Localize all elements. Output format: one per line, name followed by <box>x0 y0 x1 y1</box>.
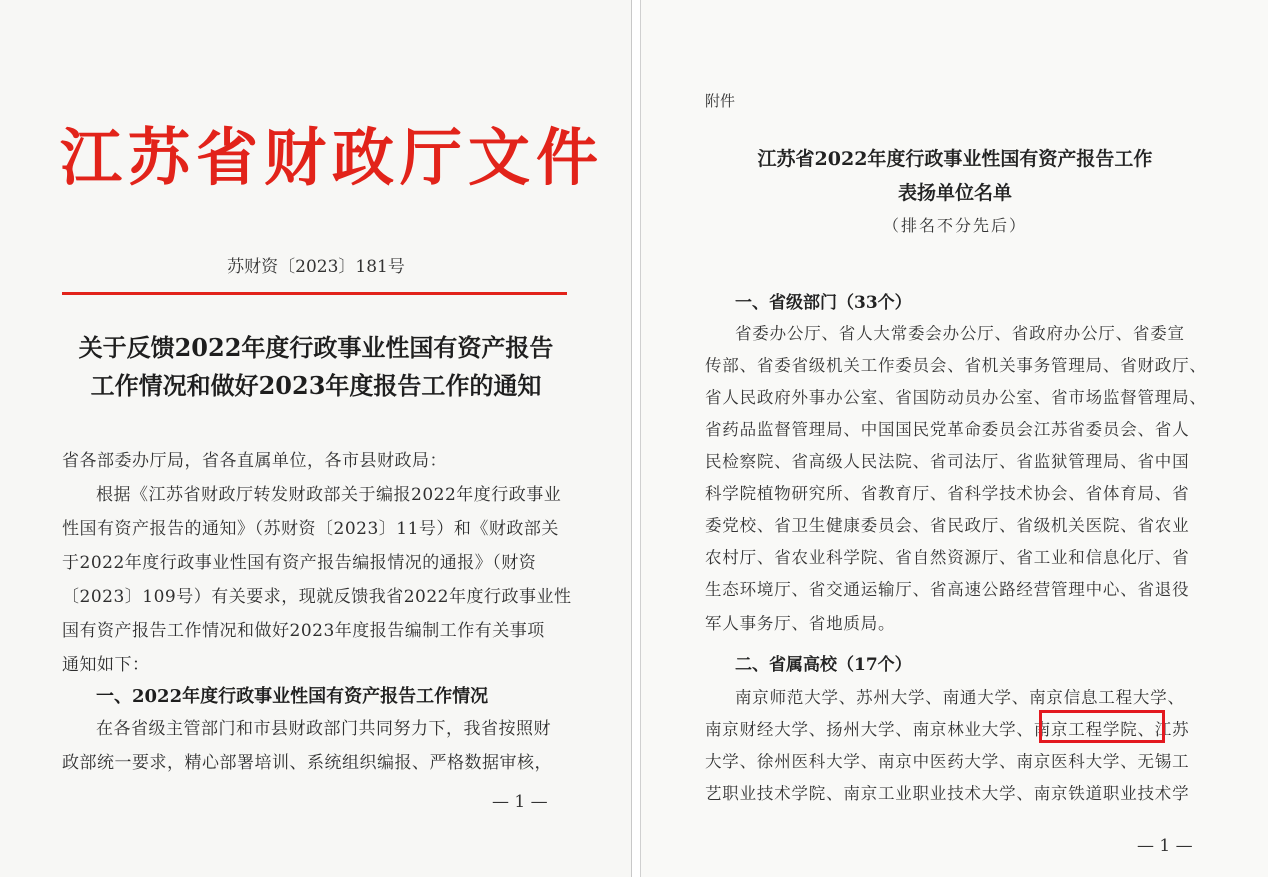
document-number: 苏财资〔2023〕181号 <box>227 257 405 277</box>
unit-list-line: 大学、徐州医科大学、南京中医药大学、南京医科大学、无锡工 <box>705 752 1190 771</box>
category-heading-provincial-universities: 二、省属高校（17个） <box>735 655 912 675</box>
list-title-line-1: 江苏省2022年度行政事业性国有资产报告工作 <box>757 148 1153 170</box>
left-document-page <box>0 0 632 877</box>
unit-list-line: 科学院植物研究所、省教育厅、省科学技术协会、省体育局、省 <box>705 484 1190 503</box>
unit-list-line: 艺职业技术学院、南京工业职业技术大学、南京铁道职业技术学 <box>705 784 1190 803</box>
body-line: 〔2023〕109号）有关要求，现就反馈我省2022年度行政事业性 <box>62 587 572 607</box>
list-title-line-2: 表扬单位名单 <box>897 182 1012 204</box>
unit-list-line: 农村厅、省农业科学院、省自然资源厅、省工业和信息化厅、省 <box>705 548 1190 567</box>
highlight-box-nanjing-institute-of-technology <box>1039 710 1165 743</box>
attachment-label: 附件 <box>705 92 736 110</box>
unit-list-line: 南京财经大学、扬州大学、南京林业大学、南京工程学院、江苏 <box>705 720 1190 739</box>
right-attachment-page <box>640 0 1268 877</box>
unit-list-line: 委党校、省卫生健康委员会、省民政厅、省级机关医院、省农业 <box>705 516 1190 535</box>
unit-list-line: 民检察院、省高级人民法院、省司法厅、省监狱管理局、省中国 <box>705 452 1190 471</box>
unit-list-line: 省委办公厅、省人大常委会办公厅、省政府办公厅、省委宣 <box>735 324 1185 343</box>
page-number: — 1 — <box>1137 836 1193 856</box>
section-body-line: 政部统一要求，精心部署培训、系统组织编报、严格数据审核， <box>62 753 552 773</box>
body-line: 国有资产报告工作情况和做好2023年度报告编制工作有关事项 <box>62 621 545 641</box>
section-body-line: 在各省级主管部门和市县财政部门共同努力下，我省按照财 <box>96 719 551 739</box>
notice-title-line-1: 关于反馈2022年度行政事业性国有资产报告 <box>78 333 554 362</box>
body-line: 于2022年度行政事业性国有资产报告编报情况的通报》（财资 <box>62 553 537 573</box>
page-number: — 1 — <box>492 792 548 812</box>
salutation: 省各部委办厅局，省各直属单位，各市县财政局： <box>62 451 447 471</box>
body-line: 性国有资产报告的通知》（苏财资〔2023〕11号）和《财政部关 <box>62 519 559 539</box>
unit-list-line: 省药品监督管理局、中国国民党革命委员会江苏省委员会、省人 <box>705 420 1190 439</box>
unit-list-line: 生态环境厅、省交通运输厅、省高速公路经营管理中心、省退役 <box>705 580 1190 599</box>
unit-list-line: 南京师范大学、苏州大学、南通大学、南京信息工程大学、 <box>735 688 1185 707</box>
notice-title-line-2: 工作情况和做好2023年度报告工作的通知 <box>90 371 542 400</box>
category-heading-provincial-departments: 一、省级部门（33个） <box>735 293 912 313</box>
unit-list-line: 传部、省委省级机关工作委员会、省机关事务管理局、省财政厅、 <box>705 356 1207 375</box>
red-divider-line <box>62 292 567 295</box>
document-masthead: 江苏省财政厅文件 <box>60 121 605 194</box>
unit-list-line: 军人事务厅、省地质局。 <box>705 614 896 633</box>
unit-list-line: 省人民政府外事办公室、省国防动员办公室、省市场监督管理局、 <box>705 388 1207 407</box>
page-gutter <box>632 0 640 877</box>
body-line: 通知如下： <box>62 655 150 675</box>
body-line: 根据《江苏省财政厅转发财政部关于编报2022年度行政事业 <box>96 485 562 505</box>
ranking-note: （排名不分先后） <box>882 216 1027 235</box>
section-heading: 一、2022年度行政事业性国有资产报告工作情况 <box>96 686 489 707</box>
